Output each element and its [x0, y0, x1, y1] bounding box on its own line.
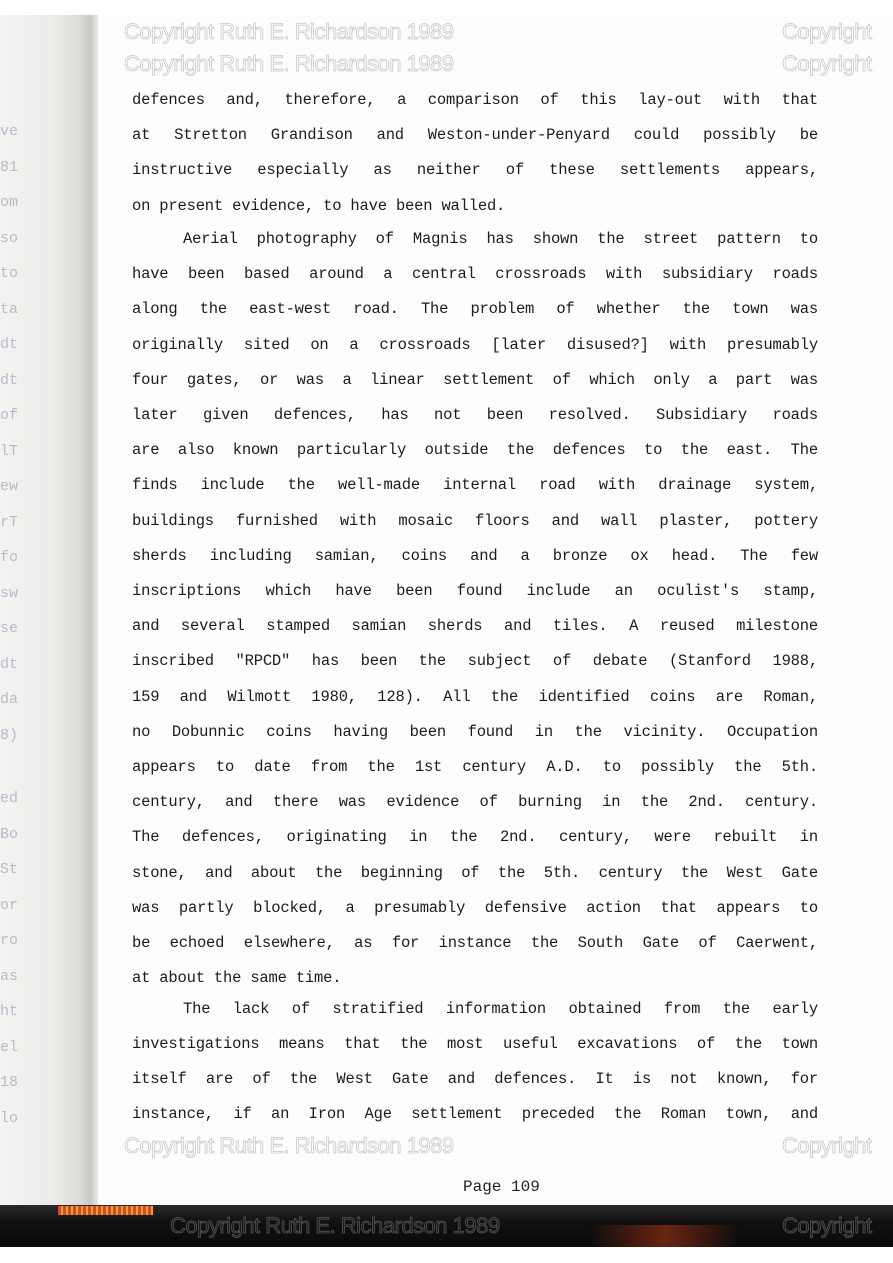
text-line: century, and there was evidence of burning in the 2nd. century.: [132, 793, 818, 812]
text-line: instance, if an Iron Age settlement preceded the Roman town, and: [132, 1105, 818, 1123]
facing-page-fragment: lT: [0, 442, 19, 460]
facing-page-fragment: da: [0, 691, 19, 708]
watermark: Copyright Ruth E. Richardson 1989: [124, 1133, 454, 1158]
text-line: defences and, therefore, a comparison of this lay-out with that: [132, 91, 818, 109]
watermark: Copyright: [782, 51, 872, 76]
facing-page-fragment: as: [0, 967, 19, 985]
facing-page-fragment: 18: [0, 1074, 19, 1091]
watermark: Copyright Ruth E. Richardson 1989: [124, 19, 454, 44]
page-number: Page 109: [463, 1178, 540, 1196]
facing-page-fragment: ed: [0, 790, 19, 807]
text-line: at about the same time.: [132, 969, 342, 988]
text-line: be echoed elsewhere, as for instance the South Gate of Caerwent,: [132, 934, 818, 952]
facing-page-fragment: or: [0, 896, 19, 914]
text-line: sherds including samian, coins and a bronze ox head. The few: [132, 546, 818, 565]
text-line: The defences, originating in the 2nd. century, were rebuilt in: [132, 828, 818, 847]
text-line: 159 and Wilmott 1980, 128). All the identified coins are Roman,: [132, 687, 818, 706]
text-line: stone, and about the beginning of the 5th. century the West Gate: [132, 863, 818, 882]
text-line: and several stamped samian sherds and tiles. A reused milestone: [132, 617, 818, 636]
facing-page-fragment: dt: [0, 655, 19, 673]
facing-page-fragment: se: [0, 620, 19, 637]
facing-page-fragment: ew: [0, 478, 19, 495]
facing-page-fragment: lo: [0, 1109, 19, 1127]
facing-page-fragment: rT: [0, 513, 19, 531]
text-line: four gates, or was a linear settlement of which only a part was: [132, 370, 818, 389]
facing-page-fragment: St: [0, 861, 19, 878]
facing-page-fragment: dt: [0, 336, 19, 353]
text-line: inscribed "RPCD" has been the subject of debate (Stanford 1988,: [132, 652, 818, 671]
text-line: inscriptions which have been found include an oculist's stamp,: [132, 582, 818, 600]
facing-page-fragment: of: [0, 407, 19, 424]
text-line: was partly blocked, a presumably defensive action that appears to: [132, 898, 818, 917]
watermark: Copyright Ruth E. Richardson 1989: [124, 51, 454, 76]
text-line: investigations means that the most useful excavations of the town: [132, 1035, 818, 1053]
facing-page-fragment: om: [0, 194, 19, 211]
facing-page-fragment: 81: [0, 158, 19, 176]
text-line: on present evidence, to have been walled.: [132, 197, 506, 215]
text-line: finds include the well-made internal road with drainage system,: [132, 476, 818, 495]
facing-page-fragment: ta: [0, 300, 19, 318]
watermark: Copyright Ruth E. Richardson 1989: [170, 1213, 500, 1238]
text-line: along the east-west road. The problem of whether the town was: [132, 300, 818, 319]
text-line: later given defences, has not been resolved. Subsidiary roads: [132, 406, 818, 424]
text-line: appears to date from the 1st century A.D. to possibly the 5th.: [132, 758, 818, 776]
text-line: Aerial photography of Magnis has shown the street pattern to: [183, 230, 818, 248]
watermark: Copyright: [782, 1133, 872, 1158]
text-line: The lack of stratified information obtained from the early: [183, 1000, 818, 1018]
facing-page-fragment: 8): [0, 726, 19, 744]
text-line: buildings furnished with mosaic floors and wall plaster, pottery: [132, 511, 818, 530]
text-line: at Stretton Grandison and Weston-under-Penyard could possibly be: [132, 126, 818, 144]
text-line: instructive especially as neither of these settlements appears,: [132, 161, 818, 179]
scanner-edge-glow: [590, 1225, 740, 1247]
text-line: originally sited on a crossroads [later disused?] with presumably: [132, 335, 818, 354]
document-page: [98, 15, 893, 1205]
facing-page-fragment: to: [0, 265, 19, 282]
text-line: are also known particularly outside the defences to the east. The: [132, 441, 818, 460]
text-line: have been based around a central crossroads with subsidiary roads: [132, 265, 818, 284]
text-line: no Dobunnic coins having been found in the vicinity. Occupation: [132, 722, 818, 741]
book-spine-stripe: [58, 1206, 153, 1215]
facing-page-fragment: so: [0, 229, 19, 247]
watermark: Copyright: [782, 19, 872, 44]
watermark: Copyright: [782, 1213, 872, 1238]
facing-page-fragment: ht: [0, 1003, 19, 1020]
facing-page-fragment: fo: [0, 549, 19, 566]
facing-page-fragment: ro: [0, 932, 19, 949]
facing-page-fragment: sw: [0, 584, 19, 602]
facing-page-fragment: Bo: [0, 825, 19, 843]
facing-page-fragment: el: [0, 1038, 19, 1056]
text-line: itself are of the West Gate and defences. It is not known, for: [132, 1070, 818, 1088]
facing-page-fragment: ve: [0, 123, 19, 140]
facing-page-fragment: dt: [0, 371, 19, 389]
